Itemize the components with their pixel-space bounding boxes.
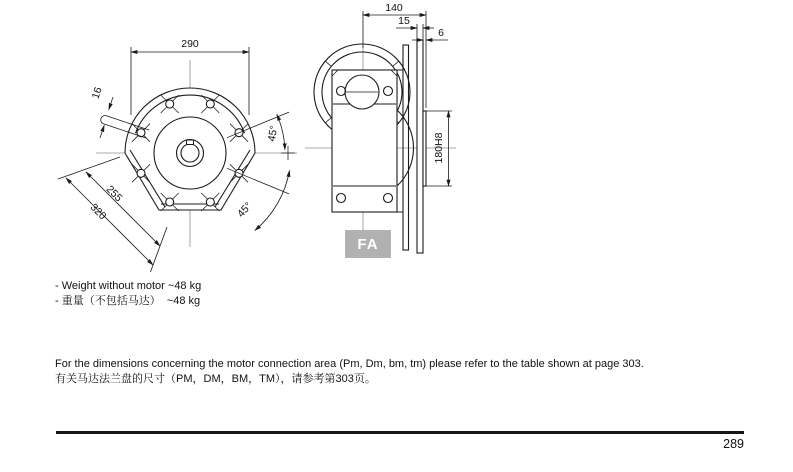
dim-140-label: 140 (385, 2, 403, 14)
dim-45-lower-label: 45° (234, 200, 255, 220)
dim-255-label: 255 (103, 183, 125, 205)
footer-note-zh: 有关马达法兰盘的尺寸（PM，DM，BM，TM），请参考第303页。 (55, 373, 376, 385)
dim-320-label: 320 (87, 201, 109, 223)
dim-290-label: 290 (181, 38, 199, 50)
dim-15-label: 15 (398, 15, 410, 27)
flange-spigot (423, 111, 426, 186)
side-view (305, 2, 456, 255)
dim-15 (396, 15, 434, 63)
footer-rule (56, 431, 744, 434)
weight-note-en: - Weight without motor ~48 kg (55, 280, 202, 292)
flange-outline (125, 88, 255, 210)
dim-16 (90, 86, 113, 138)
footer-note-en: For the dimensions concerning the motor connection area (Pm, Dm, bm, tm) please refer to the table shown at page 303. (55, 358, 644, 370)
dim-180h8 (426, 111, 452, 186)
variant-badge-text: FA (357, 235, 379, 253)
dim-45-lower (235, 171, 290, 231)
weight-note (55, 279, 201, 309)
weight-note-zh: - 重量（不包括马达） ~48 kg (55, 295, 201, 307)
dim-6-label: 6 (438, 27, 444, 39)
front-view (58, 38, 297, 272)
footer-note (55, 357, 644, 387)
dim-16-label: 16 (89, 85, 105, 101)
page-number: 289 (723, 437, 744, 451)
variant-badge (345, 230, 391, 258)
dim-45-upper-label: 45° (265, 124, 281, 143)
keyway (187, 140, 194, 145)
dim-180h8-label: 180H8 (433, 132, 445, 164)
output-flange-plate (417, 40, 423, 253)
